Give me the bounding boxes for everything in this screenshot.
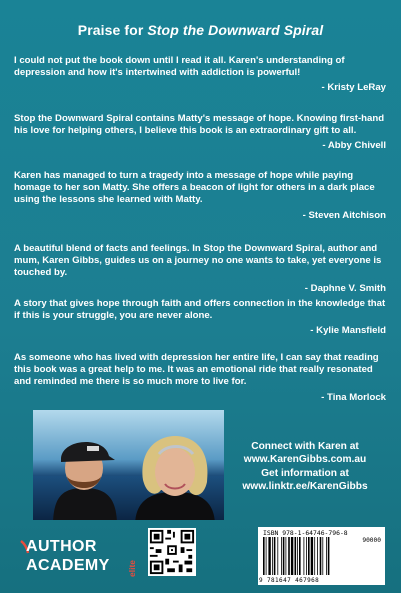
testimonial [14, 113, 386, 153]
price-code: 90000 [362, 537, 381, 544]
testimonial [14, 298, 386, 338]
testimonial-text: A beautiful blend of facts and feelings. In Stop the Downward Spiral, author and mum, Karen Gibbs, guides us on a journey no one wants to take, yet everyone is touched by. [14, 243, 382, 279]
publisher-name-line2: ACADEMY [26, 557, 110, 574]
barcode-bar [297, 537, 298, 575]
testimonial [14, 243, 386, 295]
barcode-bar [291, 537, 293, 575]
connect-heading: Connect with Karen at [251, 441, 359, 452]
barcode-bars [262, 537, 346, 575]
barcode-bar [306, 537, 307, 575]
isbn-text: ISBN 978-1-64746-796-8 [263, 529, 348, 537]
testimonial-author: - Tina Morlock [321, 391, 386, 403]
barcode-bar [317, 537, 318, 575]
barcode-bar [326, 537, 327, 575]
barcode-bar [268, 537, 270, 575]
testimonial [14, 170, 386, 222]
barcode-bar [288, 537, 290, 575]
testimonial [14, 352, 386, 404]
testimonial-text: Karen has managed to turn a tragedy into a message of hope while paying homage to her son Matty. She offers a beacon of light for others in a dark place using the lessons she learned with Matty. [14, 170, 375, 206]
barcode-bar [277, 537, 278, 575]
barcode-bar [320, 537, 322, 575]
testimonial-author: - Kristy LeRay [321, 82, 386, 94]
testimonial [14, 55, 386, 95]
barcode-bar [314, 537, 315, 575]
barcode-bar [299, 537, 301, 575]
testimonial-author: - Steven Aitchison [302, 209, 386, 221]
testimonial-text: As someone who has lived with depression her entire life, I can say that reading this book was a great help to me. It was an emotional ride that really resonated and reminded me there is so much more to live for. [14, 352, 379, 388]
website-link[interactable]: www.KarenGibbs.com.au [243, 454, 367, 466]
barcode-bar [328, 537, 330, 575]
publisher-name-line1: AUTHOR [26, 538, 97, 555]
barcode-bar [308, 537, 310, 575]
publisher-tag: elite [127, 559, 137, 577]
barcode-bar [266, 537, 267, 575]
barcode-bar [274, 537, 276, 575]
barcode-bar [322, 537, 323, 575]
barcode-bar [281, 537, 282, 575]
testimonial-author: - Daphne V. Smith [304, 282, 386, 294]
barcode-bar [295, 537, 297, 575]
testimonial-author: - Kylie Mansfield [310, 325, 386, 337]
person-right [129, 430, 221, 520]
book-title: Stop the Downward Spiral [147, 22, 324, 38]
barcode-bar [286, 537, 287, 575]
barcode-bar [283, 537, 285, 575]
person-left [45, 426, 123, 520]
testimonial-text: I could not put the book down until I read it all. Karen's understanding of depression and how it's intertwined with addiction is powerful! [14, 55, 345, 79]
publisher-logo [20, 535, 145, 583]
connect-info [224, 440, 386, 494]
barcode-digits: 9 781647 467968 [259, 577, 320, 584]
barcode-bar [263, 537, 265, 575]
praise-heading: Praise for Stop the Downward Spiral [77, 22, 324, 38]
barcode-bar [311, 537, 313, 575]
barcode-bar [272, 537, 273, 575]
isbn-barcode [258, 527, 385, 585]
info-heading: Get information at [261, 467, 349, 479]
testimonial-author: - Abby Chivell [322, 140, 386, 152]
linktree-link[interactable]: www.linktr.ee/KarenGibbs [242, 481, 368, 493]
testimonial-text: A story that gives hope through faith and offers connection in the knowledge that if this is your struggle, you are never alone. [14, 298, 386, 322]
qr-code[interactable] [148, 528, 196, 576]
author-photo [33, 410, 224, 520]
barcode-bar [304, 537, 305, 575]
testimonial-text: Stop the Downward Spiral contains Matty's message of hope. Knowing first-hand his love for helping others, I believe this book is an extraordinary gift to all. [14, 113, 385, 137]
